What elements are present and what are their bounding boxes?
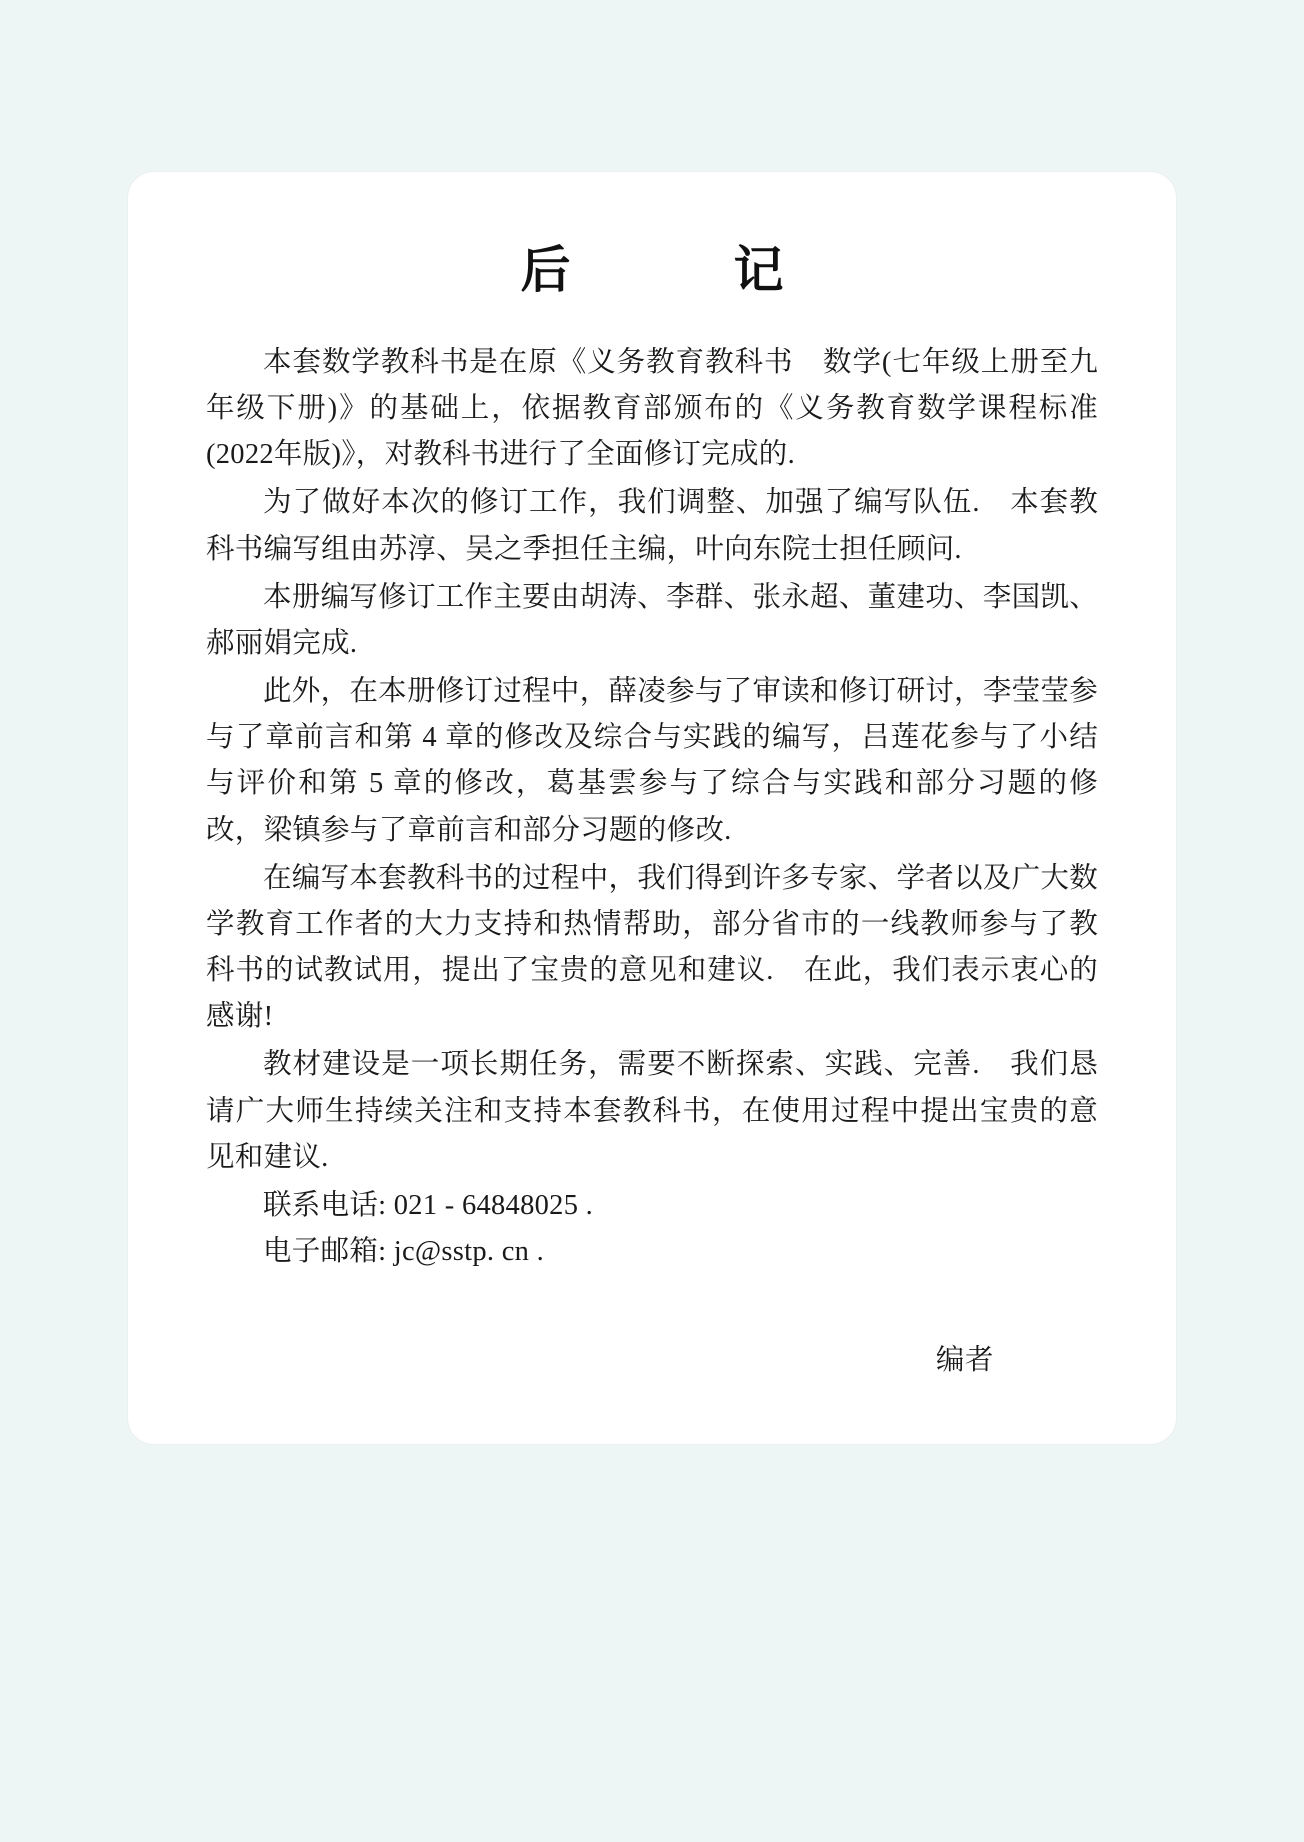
document-body xyxy=(128,302,1176,1378)
document-page xyxy=(128,172,1176,1444)
paragraph-5: 在编写本套教科书的过程中，我们得到许多专家、学者以及广大数学教育工作者的大力支持和热情帮助，部分省市的一线教师参与了教科书的试教试用，提出了宝贵的意见和建议. 在此，我们表示衷心的感谢! xyxy=(206,862,1098,1033)
signature: 编者 xyxy=(935,1345,994,1377)
paragraph-4: 此外，在本册修订过程中，薛凌参与了审读和修订研讨，李莹莹参与了章前言和第 4 章的修改及综合与实践的编写，吕莲花参与了小结与评价和第 5 章的修改，葛基雲参与了综合与实践和部分习题的修改，梁镇参与了章前言和部分习题的修改. xyxy=(206,676,1098,846)
page-title: 后 记 xyxy=(520,240,805,299)
paragraph-1: 本套数学教科书是在原《义务教育教科书 数学(七年级上册至九年级下册)》的基础上，依据教育部颁布的《义务教育数学课程标准(2022年版)》，对教科书进行了全面修订完成的. xyxy=(206,347,1098,471)
contact-email: 电子邮箱: jc@sstp. cn . xyxy=(263,1235,545,1267)
paragraph-6: 教材建设是一项长期任务，需要不断探索、实践、完善. 我们恳请广大师生持续关注和支持本套教科书，在使用过程中提出宝贵的意见和建议. xyxy=(206,1049,1098,1173)
contact-phone: 联系电话: 021 - 64848025 . xyxy=(263,1189,594,1221)
paragraph-3: 本册编写修订工作主要由胡涛、李群、张永超、董建功、李国凯、郝丽娟完成. xyxy=(206,581,1098,659)
paragraph-2: 为了做好本次的修订工作，我们调整、加强了编写队伍. 本套教科书编写组由苏淳、吴之季担任主编，叶向东院士担任顾问. xyxy=(206,487,1098,565)
